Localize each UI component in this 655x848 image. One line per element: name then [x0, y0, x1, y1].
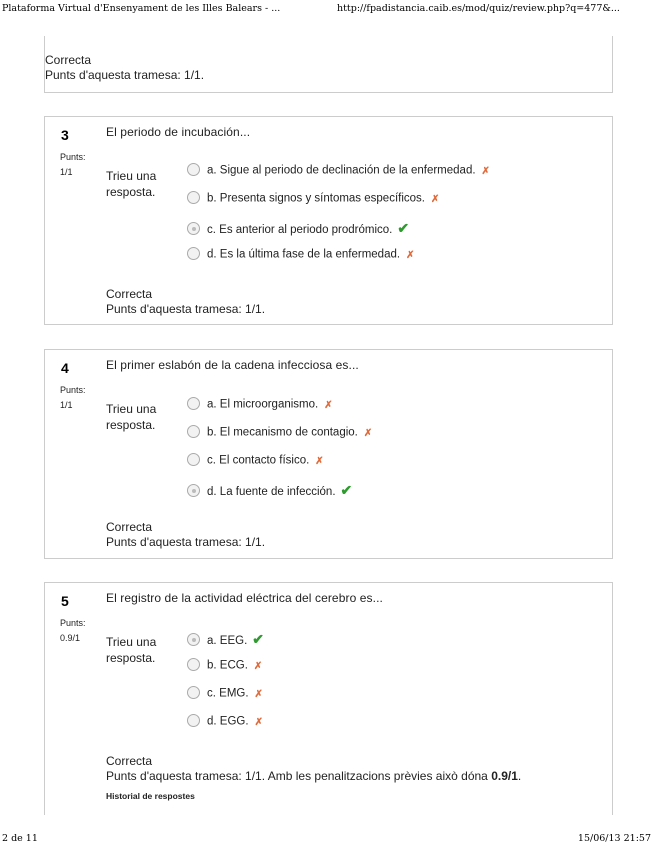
score-text: Punts d'aquesta tramesa: 1/1. — [106, 302, 266, 316]
answer-text: La fuente de infección. — [219, 486, 336, 498]
question-result — [106, 520, 265, 550]
cross-icon: ✗ — [481, 165, 490, 177]
radio-button[interactable] — [187, 191, 200, 204]
cross-icon: ✗ — [430, 193, 440, 205]
radio-button-selected[interactable] — [187, 222, 200, 235]
score-text: Punts d'aquesta tramesa: 1/1. — [45, 68, 205, 82]
result-label: Correcta — [45, 53, 92, 67]
points-value: 1/1 — [60, 167, 73, 177]
answer-letter: d. — [207, 248, 217, 261]
cross-icon: ✗ — [254, 716, 263, 728]
radio-button-selected[interactable] — [187, 484, 200, 497]
answer-option-b[interactable] — [187, 192, 439, 210]
cross-icon: ✗ — [363, 427, 373, 439]
radio-button[interactable] — [187, 397, 200, 410]
check-icon: ✔ — [397, 220, 410, 236]
question-result — [106, 287, 265, 317]
radio-button[interactable] — [187, 714, 200, 727]
question-text: El primer eslabón de la cadena infecciosa es... — [106, 358, 359, 372]
points-value: 1/1 — [60, 400, 73, 410]
radio-button[interactable] — [187, 425, 200, 438]
question-card-4 — [44, 349, 613, 559]
answer-prompt: Trieu una resposta. — [106, 635, 157, 665]
answer-letter: a. — [207, 164, 217, 177]
answer-text: Es la última fase de la enfermedad. — [219, 248, 401, 261]
check-icon: ✔ — [252, 631, 265, 647]
answer-option-c[interactable] — [187, 687, 263, 705]
points-value: 0.9/1 — [60, 633, 81, 643]
radio-button[interactable] — [187, 686, 200, 699]
radio-button[interactable] — [187, 163, 200, 176]
result-label: Correcta — [106, 287, 153, 301]
answer-text: Presenta signos y síntomas específicos. — [219, 192, 425, 205]
answer-option-a[interactable] — [187, 631, 264, 649]
print-datetime: 15/06/13 21:57 — [577, 833, 651, 844]
question-card-3 — [44, 116, 613, 325]
answer-text: EEG. — [219, 635, 248, 647]
answer-option-d[interactable] — [187, 715, 263, 733]
answer-letter: d. — [207, 486, 217, 498]
check-icon: ✔ — [340, 482, 353, 498]
score-text-end: . — [517, 769, 522, 783]
question-text: El periodo de incubación... — [106, 125, 251, 139]
answer-text: El microorganismo. — [219, 398, 319, 411]
radio-button[interactable] — [187, 453, 200, 466]
cross-icon: ✗ — [406, 249, 415, 261]
answer-text: ECG. — [219, 659, 248, 672]
question-number: 5 — [61, 593, 69, 609]
answer-letter: b. — [207, 426, 217, 439]
score-text-main: Punts d'aquesta tramesa: 1/1. Amb les penalitzacions prèvies això dóna — [106, 769, 488, 783]
question-number: 3 — [61, 127, 69, 143]
answer-text: EMG. — [219, 687, 249, 700]
answer-text: El mecanismo de contagio. — [219, 426, 358, 439]
answer-letter: a. — [207, 635, 217, 647]
answer-option-c[interactable] — [187, 220, 409, 238]
page-number: 2 de 11 — [2, 833, 38, 844]
question-text: El registro de la actividad eléctrica del cerebro es... — [106, 591, 383, 605]
cross-icon: ✗ — [324, 399, 333, 411]
answer-letter: b. — [207, 659, 217, 672]
answer-text: Sigue al periodo de declinación de la enfermedad. — [219, 164, 476, 177]
answer-option-d[interactable] — [187, 248, 414, 266]
answer-text: El contacto físico. — [219, 454, 310, 467]
cross-icon: ✗ — [253, 660, 263, 672]
score-text: Punts d'aquesta tramesa: 1/1. — [106, 535, 266, 549]
answer-option-a[interactable] — [187, 164, 490, 182]
question-number: 4 — [61, 360, 69, 376]
answer-letter: d. — [207, 715, 217, 728]
score-text — [106, 769, 521, 784]
answer-prompt: Trieu una resposta. — [106, 402, 157, 432]
cross-icon: ✗ — [254, 688, 263, 700]
answer-letter: c. — [207, 687, 216, 700]
answer-option-a[interactable] — [187, 398, 333, 416]
answer-letter: a. — [207, 398, 217, 411]
result-label: Correcta — [106, 754, 153, 768]
radio-button[interactable] — [187, 247, 200, 260]
points-label: Punts: — [60, 385, 86, 395]
cross-icon: ✗ — [315, 455, 324, 467]
question-result — [106, 754, 521, 784]
answer-text: EGG. — [219, 715, 249, 728]
answer-option-c[interactable] — [187, 454, 324, 472]
answer-option-b[interactable] — [187, 659, 262, 677]
print-header — [0, 3, 655, 19]
answer-option-b[interactable] — [187, 426, 372, 444]
response-history-link[interactable]: Historial de respostes — [106, 791, 195, 801]
print-page-title: Plataforma Virtual d'Ensenyament de les Illes Balears - ... — [2, 3, 281, 14]
result-label: Correcta — [106, 520, 153, 534]
points-label: Punts: — [60, 618, 86, 628]
print-page-url: http://fpadistancia.caib.es/mod/quiz/review.php?q=477&... — [337, 3, 620, 14]
answer-prompt: Trieu una resposta. — [106, 169, 157, 199]
print-footer — [0, 833, 655, 847]
points-label: Punts: — [60, 152, 86, 162]
question-card-5 — [44, 582, 613, 815]
radio-button[interactable] — [187, 658, 200, 671]
question-card-previous — [44, 36, 613, 93]
answer-text: Es anterior al periodo prodrómico. — [219, 224, 393, 236]
answer-letter: c. — [207, 224, 216, 236]
radio-button-selected[interactable] — [187, 633, 200, 646]
answer-option-d[interactable] — [187, 482, 352, 500]
question-result — [45, 53, 204, 83]
answer-letter: c. — [207, 454, 216, 467]
final-score: 0.9/1 — [491, 769, 518, 783]
answer-letter: b. — [207, 192, 217, 205]
